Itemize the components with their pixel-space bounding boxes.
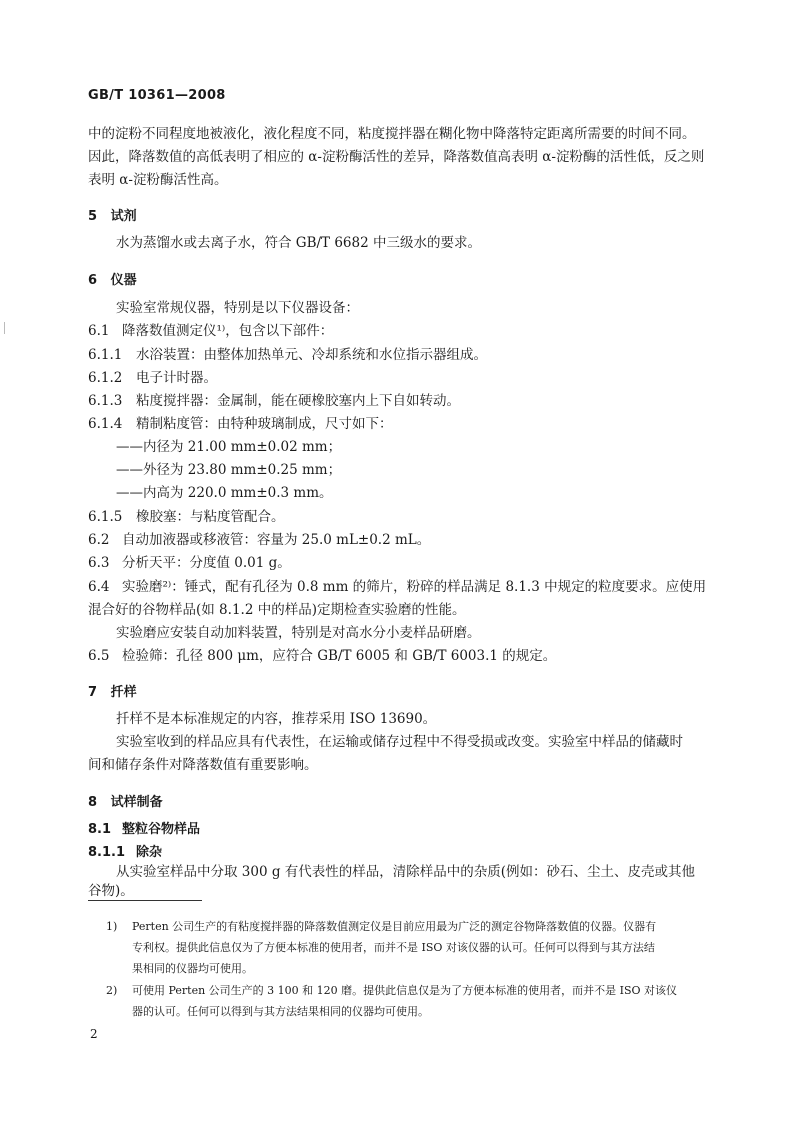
intro-line-3: 表明 α-淀粉酶活性高。 <box>88 172 228 188</box>
clause-6-4: 6.4 实验磨²⁾：锤式，配有孔径为 0.8 mm 的筛片，粉碎的样品满足 8.1.3 中规定的粒度要求。应使用 <box>88 579 707 595</box>
clause-6-1: 6.1 降落数值测定仪¹⁾，包含以下部件： <box>88 323 334 339</box>
section-title: 试样制备 <box>110 795 163 810</box>
section-8-heading <box>88 791 163 810</box>
section-7-para-1: 扦样不是本标准规定的内容，推荐采用 ISO 13690。 <box>116 711 437 727</box>
clause-6-1-2: 6.1.2 电子计时器。 <box>88 370 217 386</box>
section-6-heading <box>88 269 137 288</box>
footnote-1-mark: 1) <box>106 920 118 933</box>
section-title: 试剂 <box>110 209 137 224</box>
document-header: GB/T 10361—2008 <box>88 88 226 103</box>
dimension-inner-diameter: ——内径为 21.00 mm±0.02 mm； <box>116 439 342 455</box>
section-8-para-1-cont: 谷物)。 <box>88 883 134 899</box>
section-title: 仪器 <box>110 273 137 288</box>
page-number: 2 <box>90 1027 98 1041</box>
section-number: 5 <box>88 209 98 224</box>
clause-6-1-4: 6.1.4 精制粘度管：由特种玻璃制成，尺寸如下： <box>88 416 393 432</box>
footnote-2-line-1: 可使用 Perten 公司生产的 3 100 和 120 磨。提供此信息仅是为了方便本标准的使用者，而并不是 ISO 对该仪 <box>132 984 678 997</box>
section-5-body: 水为蒸馏水或去离子水，符合 GB/T 6682 中三级水的要求。 <box>116 235 481 251</box>
section-8-para-1: 从实验室样品中分取 300 g 有代表性的样品，清除样品中的杂质(例如：砂石、尘土、皮壳或其他 <box>116 864 696 880</box>
clause-6-5: 6.5 检验筛：孔径 800 μm，应符合 GB/T 6005 和 GB/T 6003.1 的规定。 <box>88 648 557 664</box>
clause-6-1-5: 6.1.5 橡胶塞：与粘度管配合。 <box>88 509 285 525</box>
footnote-1-line-3: 果相同的仪器均可使用。 <box>132 962 253 975</box>
footnote-1-line-1: Perten 公司生产的有粘度搅拌器的降落数值测定仪是目前应用最为广泛的测定谷物降落数值的仪器。仪器有 <box>132 920 657 933</box>
section-title: 扦样 <box>110 685 137 700</box>
dimension-inner-height: ——内高为 220.0 mm±0.3 mm。 <box>116 485 333 501</box>
clause-6-1-3: 6.1.3 粘度搅拌器：金属制，能在硬橡胶塞内上下自如转动。 <box>88 393 460 409</box>
footnote-2-line-2: 器的认可。任何可以得到与其方法结果相同的仪器均可使用。 <box>132 1005 429 1018</box>
section-7-heading <box>88 681 137 700</box>
section-number: 8 <box>88 795 98 810</box>
clause-6-4-note: 实验磨应安装自动加料装置，特别是对高水分小麦样品研磨。 <box>116 625 481 641</box>
section-8-1-heading: 8.1 整粒谷物样品 <box>88 822 201 837</box>
intro-line-2: 因此，降落数值的高低表明了相应的 α-淀粉酶活性的差异，降落数值高表明 α-淀粉酶的活性低，反之则 <box>88 149 705 165</box>
clause-6-2: 6.2 自动加液器或移液管：容量为 25.0 mL±0.2 mL。 <box>88 532 431 548</box>
section-5-heading <box>88 205 137 224</box>
footnote-1-line-2: 专利权。提供此信息仅为了方便本标准的使用者，而并不是 ISO 对该仪器的认可。任何可以得到与其方法结 <box>132 941 655 954</box>
intro-line-1: 中的淀粉不同程度地被液化，液化程度不同，粘度搅拌器在糊化物中降落特定距离所需要的时间不同。 <box>88 126 696 142</box>
scan-mark <box>4 322 5 334</box>
clause-6-3: 6.3 分析天平：分度值 0.01 g。 <box>88 555 291 571</box>
dimension-outer-diameter: ——外径为 23.80 mm±0.25 mm； <box>116 462 342 478</box>
section-7-para-2-cont: 间和储存条件对降落数值有重要影响。 <box>88 757 318 773</box>
footnote-2-mark: 2) <box>106 984 118 997</box>
section-8-1-1-heading: 8.1.1 除杂 <box>88 845 163 860</box>
footnote-rule <box>88 900 202 901</box>
clause-6-1-1: 6.1.1 水浴装置：由整体加热单元、冷却系统和水位指示器组成。 <box>88 347 487 363</box>
clause-6-4-continued: 混合好的谷物样品(如 8.1.2 中的样品)定期检查实验磨的性能。 <box>88 602 466 618</box>
section-number: 6 <box>88 273 98 288</box>
section-number: 7 <box>88 685 98 700</box>
section-6-intro: 实验室常规仪器，特别是以下仪器设备： <box>116 300 359 316</box>
section-7-para-2: 实验室收到的样品应具有代表性，在运输或储存过程中不得受损或改变。实验室中样品的储藏时 <box>116 734 683 750</box>
